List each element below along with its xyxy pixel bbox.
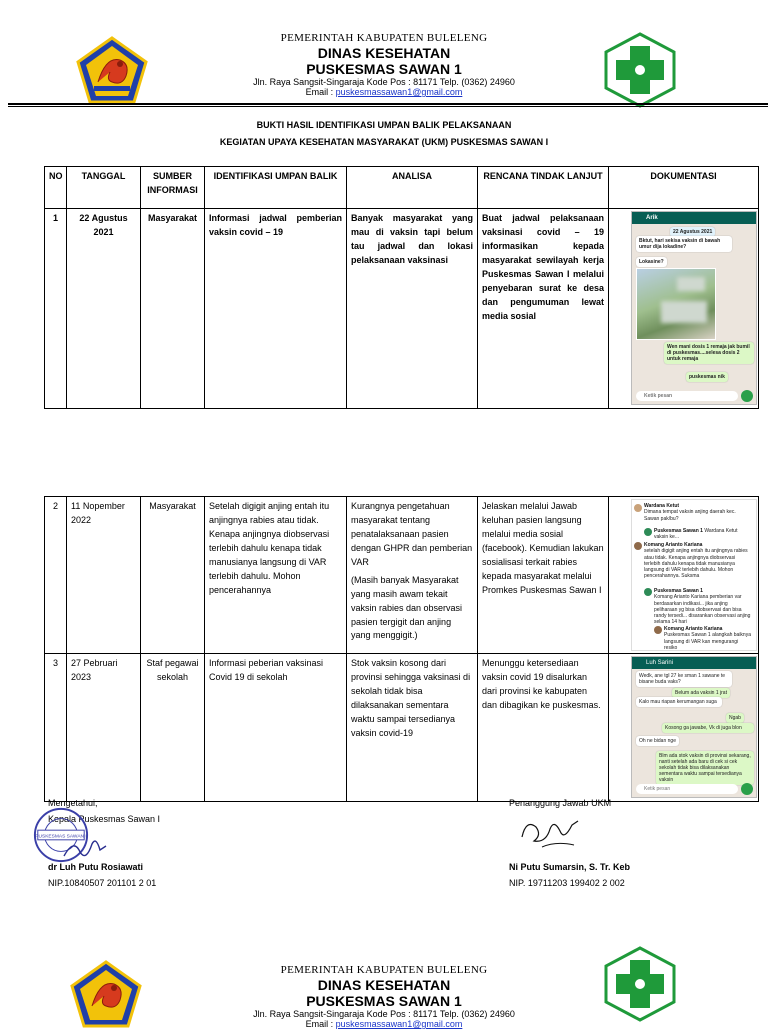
- green-cross-logo: [600, 30, 680, 110]
- government-name: PEMERINTAH KABUPATEN BULELENG: [280, 32, 488, 44]
- comment: [664, 626, 752, 651]
- message-input: Ketik pesan: [636, 784, 738, 794]
- cell-sumber: Masyarakat: [141, 497, 205, 654]
- cell-sumber: Staf pegawai sekolah: [141, 654, 205, 802]
- comment-text: Dimana tempat vaksin anjing daerah kec. Sawan pak/bu?: [644, 509, 736, 522]
- cell-sumber: Masyarakat: [141, 209, 205, 409]
- comment-author: Komang Arianto Kariana: [644, 542, 703, 548]
- email-link[interactable]: puskesmassawan1@gmail.com: [335, 87, 463, 98]
- cell-identifikasi: Informasi jadwal pemberian vaksin covid – 19: [205, 209, 347, 409]
- analisa-part2: (Masih banyak Masyarakat yang masih awam tekait vaksin rabies dan observasi pasien tergigit dan anjing yang menggigit.): [351, 574, 463, 641]
- email-line: [200, 87, 568, 97]
- header-identifikasi: IDENTIFIKASI UMPAN BALIK: [205, 167, 347, 209]
- table-row: [45, 209, 759, 409]
- analisa-part1: Kurangnya pengetahuan masyarakat tentang penatalaksanaan pasien dengan GHPR dan pemberian VAR: [351, 501, 473, 567]
- cell-dokumentasi: [609, 497, 759, 654]
- comment: [644, 503, 752, 522]
- handwritten-signature-left: [60, 834, 110, 864]
- avatar: [634, 504, 642, 512]
- whatsapp-screenshot: [631, 211, 757, 405]
- chat-message: Lokasine?: [636, 257, 667, 267]
- email-line: [200, 1019, 568, 1029]
- cell-no: 2: [45, 497, 67, 654]
- comment-author: Puskesmas Sawan 1: [654, 588, 703, 594]
- chat-message: Wedk, ane tgl 27 ke sman 1 sawane te bisane buda vaks?: [636, 671, 732, 687]
- comment-text: Komang Arianto Kariana pemberian var berdasarkan indikasi... jika anjing peliharaan yg bisa diobservasi dan bisa randy tersedi... disarankan observasi anjing selama 14 hari: [654, 594, 751, 626]
- mic-icon: [741, 390, 753, 402]
- vaccine-poster-image: [636, 268, 716, 340]
- cell-dokumentasi: [609, 209, 759, 409]
- sig-left-label1: Mengetahui,: [48, 798, 98, 808]
- address: Jln. Raya Sangsit-Singaraja Kode Pos : 81171 Telp. (0362) 24960: [253, 76, 515, 87]
- table-row: [45, 497, 759, 654]
- header-sumber: SUMBER INFORMASI: [141, 167, 205, 209]
- cell-dokumentasi: [609, 654, 759, 802]
- cell-identifikasi: Informasi peberian vaksinasi Covid 19 di sekolah: [205, 654, 347, 802]
- puskesmas-name: PUSKESMAS SAWAN 1: [306, 992, 462, 1009]
- cell-no: 3: [45, 654, 67, 802]
- comment: [654, 588, 752, 626]
- letterhead-next-page: [0, 932, 768, 1032]
- cell-tanggal: 22 Agustus 2021: [67, 209, 141, 409]
- letterhead: [0, 0, 768, 100]
- comment-text: setelah digigit anjing entah itu anjingnya rabies atau tidak. Kenapa anjingnya diobservasi terlebih dahulu kenapa tidak manusianya langsung di VAR terlebih dahulu. Mohon pencerahannya. Suksma: [644, 548, 748, 580]
- cell-analisa: Banyak masyarakat yang mau di vaksin tapi belum tau jadwal dan lokasi pelaksanaan vaksinasi: [347, 209, 478, 409]
- stamp-text: PUSKESMAS SAWAN I: [35, 834, 87, 840]
- chat-message: puskesmas nik: [686, 372, 728, 382]
- green-cross-logo: [600, 944, 680, 1024]
- comment-text: Puskesmas Sawan 1 alangkah baiknya langsung di VAR kan mengurangi resiko: [664, 632, 751, 651]
- cell-no: 1: [45, 209, 67, 409]
- header-no: NO: [45, 167, 67, 209]
- cell-identifikasi: Setelah digigit anjing entah itu anjingnya rabies atau tidak. Kenapa anjingnya diobservasi terlebih dahulu kenapa tidak manusianya langsung di VAR terlebih dahulu. Mohon pencerahannya: [205, 497, 347, 654]
- chat-message: Wen mani dosis 1 remaja jak bumil di puskesmas....selesa dosis 2 untuk remaja: [664, 342, 754, 364]
- sig-right-label: Penanggung Jawab UKM: [509, 798, 612, 808]
- sig-left-label2: Kepala Puskesmas Sawan I: [48, 814, 161, 824]
- cell-rencana: Jelaskan melalui Jawab keluhan pasien langsung melalui media sosial (facebook). Kemudian lakukan sosialisasi terkait rabies kepada masyarakat melalui Promkes Puskesmas Sawan I: [478, 497, 609, 654]
- sig-left-name: dr Luh Putu Rosiawati: [48, 862, 144, 872]
- header-tanggal: TANGGAL: [67, 167, 141, 209]
- cell-analisa: Stok vaksin kosong dari provinsi sehingga vaksinasi di sekolah tidak bisa dilaksanakan sementara waktu sampai tersedianya vaksin covid-19: [347, 654, 478, 802]
- avatar: [644, 588, 652, 596]
- facebook-comments-screenshot: [631, 499, 757, 651]
- avatar: [654, 626, 662, 634]
- chat-message: Belum ada vaksin 1 jrat: [672, 688, 730, 698]
- wa-header: Arik: [632, 212, 756, 224]
- message-input: Ketik pesan: [636, 391, 738, 401]
- date-chip: 22 Agustus 2021: [670, 227, 715, 237]
- department-name: DINAS KESEHATAN: [317, 44, 451, 61]
- cell-analisa: [347, 497, 478, 654]
- email-link[interactable]: puskesmassawan1@gmail.com: [335, 1019, 463, 1030]
- cell-tanggal: 11 Nopember 2022: [67, 497, 141, 654]
- comment: [654, 528, 752, 541]
- table-row: [45, 654, 759, 802]
- government-name: PEMERINTAH KABUPATEN BULELENG: [280, 964, 488, 976]
- mic-icon: [741, 783, 753, 795]
- cell-rencana: Menunggu ketersediaan vaksin covid 19 disalurkan dari provinsi ke kabupaten dan dibagikan ke puskesmas.: [478, 654, 609, 802]
- doc-title-line1: BUKTI HASIL IDENTIFIKASI UMPAN BALIK PELAKSANAAN: [256, 120, 512, 130]
- chat-message: Bktut, hari sekisa vaksin di bawah umur dija lokadine?: [636, 236, 732, 252]
- handwritten-signature-right: [516, 812, 586, 854]
- wa-header: Luh Sarini: [632, 657, 756, 669]
- email-label: Email :: [305, 87, 336, 98]
- chat-message: Kalo mau riapan kerumangan suga: [636, 697, 722, 707]
- comment-author: Puskesmas Sawan 1: [654, 528, 703, 534]
- sig-right-nip: NIP. 19711203 199402 2 002: [509, 878, 625, 888]
- chat-message: Kosong ga jawabe, Vk di juga blon: [662, 723, 754, 733]
- comment-text: Wardana Ketut vaksin ke...: [654, 528, 738, 541]
- email-label: Email :: [305, 1019, 336, 1030]
- buleleng-crest-logo: [70, 960, 142, 1028]
- cell-tanggal: 27 Pebruari 2023: [67, 654, 141, 802]
- header-rencana: RENCANA TINDAK LANJUT: [478, 167, 609, 209]
- doc-title-line2: KEGIATAN UPAYA KESEHATAN MASYARAKAT (UKM) PUSKESMAS SAWAN I: [219, 137, 549, 147]
- header-dokumentasi: DOKUMENTASI: [609, 167, 759, 209]
- chat-message: Ngab: [726, 713, 744, 723]
- department-name: DINAS KESEHATAN: [317, 976, 451, 993]
- feedback-table-continued: [44, 496, 759, 802]
- comment: [644, 542, 752, 580]
- whatsapp-screenshot: [631, 656, 757, 798]
- puskesmas-name: PUSKESMAS SAWAN 1: [306, 60, 462, 77]
- address: Jln. Raya Sangsit-Singaraja Kode Pos : 81171 Telp. (0362) 24960: [253, 1008, 515, 1019]
- avatar: [644, 528, 652, 536]
- feedback-table: [44, 166, 759, 409]
- chat-message: Oh ne bidan nge: [636, 736, 679, 746]
- comment-author: Wardana Ketut: [644, 503, 680, 509]
- cell-rencana: Buat jadwal pelaksanaan vaksinasi covid – 19 informasikan kepada masyarakat sewilayah kerja Puskesmas Sawan I melalui penyebaran surat ke desa dan pengumuman lewat media sosial: [478, 209, 609, 409]
- letterhead-rule: [8, 103, 768, 105]
- sig-left-nip: NIP.10840507 201101 2 01: [48, 878, 157, 888]
- letterhead-rule-thin: [8, 106, 768, 107]
- sig-right-name: Ni Putu Sumarsin, S. Tr. Keb: [509, 862, 631, 872]
- avatar: [634, 542, 642, 550]
- chat-message: Blm ada stok vaksin di provinsi sekarang, nanti setelah ada baru di cek si cek sekolah tidak bisa dilaksanakan sementara waktu sampai tersedianya vaksin: [656, 751, 754, 785]
- buleleng-crest-logo: [76, 36, 148, 104]
- comment-author: Komang Arianto Kariana: [664, 626, 723, 632]
- header-analisa: ANALISA: [347, 167, 478, 209]
